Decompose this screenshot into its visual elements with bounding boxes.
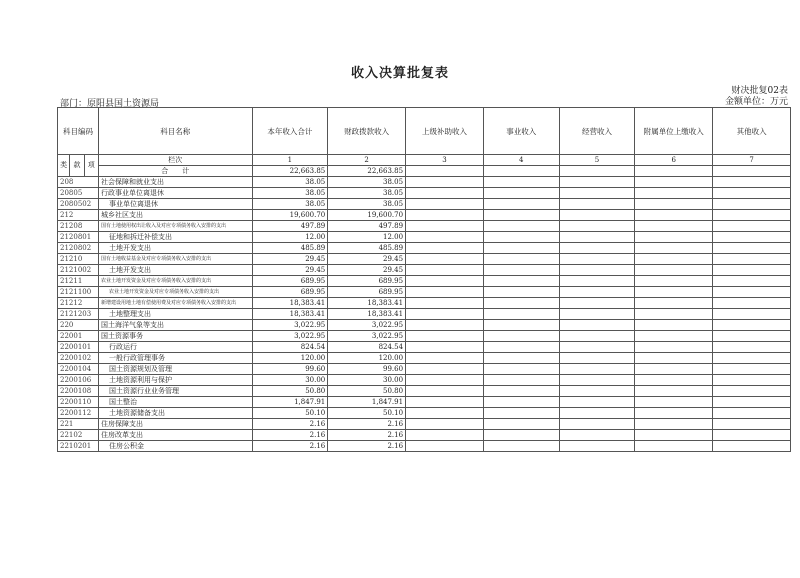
row-empty-cell [713,243,791,254]
row-empty-cell [559,210,635,221]
row-empty-cell [559,287,635,298]
row-fiscal: 120.00 [328,353,406,364]
row-empty-cell [713,397,791,408]
row-empty-cell [483,243,559,254]
row-empty-cell [635,265,713,276]
row-empty-cell [713,188,791,199]
row-code: 221 [58,419,99,430]
row-empty-cell [483,210,559,221]
row-code: 212 [58,210,99,221]
table-row [58,298,791,309]
col-name-header: 科目名称 [98,108,252,155]
row-total: 2.16 [252,419,328,430]
row-empty-cell [713,210,791,221]
row-fiscal: 12.00 [328,232,406,243]
row-empty-cell [713,265,791,276]
table-row [58,221,791,232]
row-total: 2.16 [252,430,328,441]
row-fiscal: 3,022.95 [328,331,406,342]
row-empty-cell [406,254,484,265]
row-empty-cell [559,342,635,353]
table-row [58,408,791,419]
row-empty-cell [483,320,559,331]
row-total: 29.45 [252,265,328,276]
row-empty-cell [559,408,635,419]
row-name: 国土海洋气象等支出 [98,320,252,331]
row-empty-cell [483,408,559,419]
row-total: 38.05 [252,177,328,188]
table-row [58,386,791,397]
row-empty-cell [483,397,559,408]
row-empty-cell [406,386,484,397]
row-name: 城乡社区支出 [98,210,252,221]
table-row [58,364,791,375]
row-code: 21208 [58,221,99,232]
row-total: 1,847.91 [252,397,328,408]
row-empty-cell [483,386,559,397]
row-code: 2200106 [58,375,99,386]
row-fiscal: 2.16 [328,430,406,441]
fiscal-sum: 22,663.85 [328,166,406,177]
row-code: 2200110 [58,397,99,408]
lei-label: 类 [58,155,70,177]
col-number-7: 7 [713,155,791,166]
col-number-3: 3 [406,155,484,166]
row-empty-cell [406,199,484,210]
row-code: 2080502 [58,199,99,210]
row-total: 18,383.41 [252,298,328,309]
row-total: 497.89 [252,221,328,232]
row-empty-cell [483,375,559,386]
row-empty-cell [635,276,713,287]
col-total-header: 本年收入合计 [252,108,328,155]
row-empty-cell [559,353,635,364]
row-empty-cell [635,386,713,397]
column-number-row [58,155,791,166]
row-empty-cell [635,221,713,232]
row-name: 社会保障和就业支出 [98,177,252,188]
row-empty-cell [483,419,559,430]
row-empty-cell [483,331,559,342]
row-total: 38.05 [252,199,328,210]
row-name: 征地和拆迁补偿支出 [98,232,252,243]
row-empty-cell [635,243,713,254]
row-total: 689.95 [252,287,328,298]
row-empty-cell [406,287,484,298]
row-code: 21212 [58,298,99,309]
row-fiscal: 485.89 [328,243,406,254]
row-empty-cell [406,430,484,441]
row-code: 2210201 [58,441,99,452]
table-row [58,177,791,188]
row-name: 土地资源利用与保护 [98,375,252,386]
row-empty-cell [483,265,559,276]
row-empty-cell [483,309,559,320]
row-empty-cell [713,254,791,265]
row-name: 行政事业单位离退休 [98,188,252,199]
row-empty-cell [406,298,484,309]
row-empty-cell [483,441,559,452]
row-name: 土地整理支出 [98,309,252,320]
row-empty-cell [635,375,713,386]
table-row [58,243,791,254]
row-empty-cell [713,353,791,364]
department-label: 部门：原阳县国土资源局 [60,99,160,109]
row-empty-cell [713,375,791,386]
row-empty-cell [483,364,559,375]
revenue-table [57,107,791,452]
row-name: 国土资源规划及管理 [98,364,252,375]
row-empty-cell [483,353,559,364]
row-fiscal: 2.16 [328,419,406,430]
table-row [58,254,791,265]
row-empty-cell [559,188,635,199]
row-empty-cell [713,221,791,232]
row-empty-cell [406,364,484,375]
row-fiscal: 99.60 [328,364,406,375]
col-operating-header: 经营收入 [559,108,635,155]
row-code: 2120802 [58,243,99,254]
row-empty-cell [406,353,484,364]
row-empty-cell [406,375,484,386]
row-empty-cell [713,177,791,188]
row-total: 485.89 [252,243,328,254]
row-total: 689.95 [252,276,328,287]
row-code: 208 [58,177,99,188]
row-empty-cell [559,375,635,386]
row-fiscal: 689.95 [328,287,406,298]
table-row [58,232,791,243]
col-business-header: 事业收入 [483,108,559,155]
table-row [58,276,791,287]
row-empty-cell [635,419,713,430]
row-total: 824.54 [252,342,328,353]
row-fiscal: 824.54 [328,342,406,353]
row-name: 住房改革支出 [98,430,252,441]
row-empty-cell [559,386,635,397]
row-name: 国土资源行业业务管理 [98,386,252,397]
row-empty-cell [635,298,713,309]
row-total: 3,022.95 [252,331,328,342]
row-fiscal: 38.05 [328,188,406,199]
row-fiscal: 3,022.95 [328,320,406,331]
row-total: 120.00 [252,353,328,364]
row-code: 2200112 [58,408,99,419]
row-empty-cell [635,210,713,221]
row-empty-cell [635,430,713,441]
row-empty-cell [713,298,791,309]
col-number-5: 5 [559,155,635,166]
row-empty-cell [406,243,484,254]
row-fiscal: 29.45 [328,265,406,276]
row-empty-cell [559,232,635,243]
row-empty-cell [483,276,559,287]
row-fiscal: 50.10 [328,408,406,419]
row-empty-cell [559,199,635,210]
row-empty-cell [713,342,791,353]
row-total: 38.05 [252,188,328,199]
row-empty-cell [559,364,635,375]
row-code: 2200101 [58,342,99,353]
row-empty-cell [483,342,559,353]
table-row [58,353,791,364]
row-name: 农业土地开发资金及对应专项债务收入安排的支出 [98,276,252,287]
row-code: 2200108 [58,386,99,397]
row-empty-cell [635,188,713,199]
row-total: 50.10 [252,408,328,419]
row-code: 2200102 [58,353,99,364]
row-empty-cell [559,320,635,331]
row-fiscal: 689.95 [328,276,406,287]
row-empty-cell [406,441,484,452]
row-empty-cell [713,419,791,430]
row-empty-cell [635,397,713,408]
col-number-6: 6 [635,155,713,166]
row-empty-cell [559,397,635,408]
row-name: 行政运行 [98,342,252,353]
row-empty-cell [635,254,713,265]
row-empty-cell [559,419,635,430]
row-empty-cell [635,309,713,320]
page-title: 收入决算批复表 [350,66,449,81]
col-superior-header: 上级补助收入 [406,108,484,155]
row-name: 土地开发支出 [98,243,252,254]
table-row [58,441,791,452]
row-empty-cell [406,320,484,331]
row-empty-cell [406,331,484,342]
row-fiscal: 2.16 [328,441,406,452]
table-row [58,188,791,199]
row-name: 住房公积金 [98,441,252,452]
form-number: 财决批复02表 [731,86,788,96]
table-row [58,419,791,430]
row-total: 50.80 [252,386,328,397]
row-name: 新增建设用地土地有偿使用费及对应专项债务收入安排的支出 [98,298,252,309]
row-empty-cell [713,287,791,298]
row-empty-cell [713,199,791,210]
row-empty-cell [635,177,713,188]
row-empty-cell [483,430,559,441]
row-fiscal: 38.05 [328,177,406,188]
row-total: 29.45 [252,254,328,265]
row-empty-cell [635,320,713,331]
row-empty-cell [713,386,791,397]
col-fiscal-header: 财政拨款收入 [328,108,406,155]
table-row [58,287,791,298]
row-empty-cell [635,342,713,353]
row-code: 20805 [58,188,99,199]
row-empty-cell [559,276,635,287]
row-empty-cell [406,342,484,353]
total-row [58,166,791,177]
row-empty-cell [406,309,484,320]
row-empty-cell [406,210,484,221]
table-row [58,199,791,210]
row-total: 12.00 [252,232,328,243]
header-row [58,108,791,155]
row-total: 3,022.95 [252,320,328,331]
table-row [58,430,791,441]
xiang-label: 项 [84,155,98,177]
row-name: 国有土地收益基金及对应专项债务收入安排的支出 [98,254,252,265]
lanci-label: 栏次 [98,155,252,166]
row-total: 2.16 [252,441,328,452]
row-total: 19,600.70 [252,210,328,221]
row-empty-cell [559,441,635,452]
row-empty-cell [559,254,635,265]
row-empty-cell [559,243,635,254]
row-code: 2121002 [58,265,99,276]
row-empty-cell [559,177,635,188]
row-empty-cell [483,199,559,210]
table-row [58,309,791,320]
row-empty-cell [713,441,791,452]
col-number-2: 2 [328,155,406,166]
row-fiscal: 30.00 [328,375,406,386]
row-empty-cell [713,309,791,320]
table-row [58,375,791,386]
row-name: 国土整治 [98,397,252,408]
row-fiscal: 29.45 [328,254,406,265]
row-empty-cell [635,199,713,210]
row-empty-cell [559,331,635,342]
table-row [58,265,791,276]
row-empty-cell [406,419,484,430]
row-fiscal: 1,847.91 [328,397,406,408]
row-empty-cell [406,188,484,199]
col-number-4: 4 [483,155,559,166]
row-empty-cell [713,364,791,375]
row-name: 国有土地使用权出让收入及对应专项债务收入安排的支出 [98,221,252,232]
table-row [58,210,791,221]
row-empty-cell [713,331,791,342]
row-empty-cell [713,408,791,419]
row-total: 99.60 [252,364,328,375]
row-total: 18,383.41 [252,309,328,320]
row-empty-cell [713,430,791,441]
table-row [58,320,791,331]
row-empty-cell [483,287,559,298]
row-name: 事业单位离退休 [98,199,252,210]
row-name: 国土资源事务 [98,331,252,342]
row-fiscal: 38.05 [328,199,406,210]
row-empty-cell [635,232,713,243]
row-name: 土地开发支出 [98,265,252,276]
row-empty-cell [483,188,559,199]
row-empty-cell [559,265,635,276]
row-empty-cell [406,276,484,287]
row-total: 30.00 [252,375,328,386]
row-empty-cell [406,265,484,276]
table-row [58,397,791,408]
table-row [58,331,791,342]
row-empty-cell [406,221,484,232]
row-code: 22102 [58,430,99,441]
row-empty-cell [483,298,559,309]
col-code-header: 科目编码 [58,108,99,155]
row-code: 2121100 [58,287,99,298]
row-name: 土地资源储备支出 [98,408,252,419]
row-name: 一般行政管理事务 [98,353,252,364]
row-fiscal: 18,383.41 [328,309,406,320]
row-fiscal: 50.80 [328,386,406,397]
row-empty-cell [406,397,484,408]
row-empty-cell [483,232,559,243]
row-empty-cell [483,177,559,188]
row-code: 22001 [58,331,99,342]
row-fiscal: 497.89 [328,221,406,232]
row-code: 220 [58,320,99,331]
row-empty-cell [406,408,484,419]
row-empty-cell [635,331,713,342]
heji-label: 合 计 [98,166,252,177]
row-code: 21210 [58,254,99,265]
row-empty-cell [713,276,791,287]
row-empty-cell [406,232,484,243]
row-empty-cell [406,177,484,188]
row-empty-cell [635,364,713,375]
row-fiscal: 18,383.41 [328,298,406,309]
table-row [58,342,791,353]
row-name: 农业土地开发资金及对应专项债务收入安排的支出 [98,287,252,298]
col-affiliated-header: 附属单位上缴收入 [635,108,713,155]
row-empty-cell [635,287,713,298]
row-empty-cell [635,353,713,364]
row-empty-cell [559,221,635,232]
row-fiscal: 19,600.70 [328,210,406,221]
row-empty-cell [559,298,635,309]
amount-unit: 金额单位：万元 [724,97,788,107]
col-number-1: 1 [252,155,328,166]
row-code: 2120801 [58,232,99,243]
row-empty-cell [559,309,635,320]
kuan-label: 款 [70,155,84,177]
row-name: 住房保障支出 [98,419,252,430]
row-empty-cell [713,320,791,331]
row-empty-cell [635,408,713,419]
row-empty-cell [635,441,713,452]
total-sum: 22,663.85 [252,166,328,177]
row-empty-cell [483,254,559,265]
row-code: 2200104 [58,364,99,375]
row-empty-cell [713,232,791,243]
row-code: 2121203 [58,309,99,320]
row-code: 21211 [58,276,99,287]
row-empty-cell [483,221,559,232]
row-empty-cell [559,430,635,441]
col-other-header: 其他收入 [713,108,791,155]
